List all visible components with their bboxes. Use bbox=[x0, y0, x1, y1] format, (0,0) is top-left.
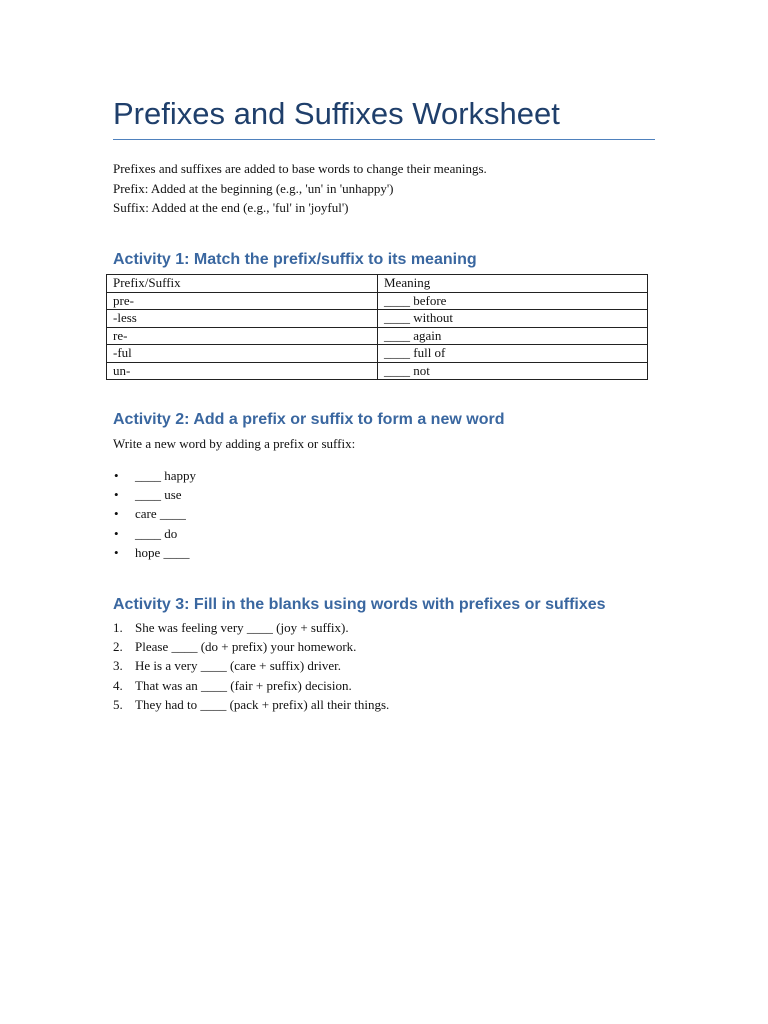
list-item-text: They had to ____ (pack + prefix) all their things. bbox=[135, 696, 390, 712]
table-row bbox=[107, 292, 648, 310]
list-item-text: hope ____ bbox=[135, 544, 190, 560]
table-cell-meaning: ____ before bbox=[378, 292, 648, 310]
item-number: 2. bbox=[113, 639, 123, 655]
table-header-row bbox=[107, 275, 648, 293]
list-item-text: ____ do bbox=[135, 525, 178, 541]
title-divider bbox=[113, 139, 655, 140]
list-item-text: That was an ____ (fair + prefix) decision. bbox=[135, 677, 352, 693]
activity2-instruction: Write a new word by adding a prefix or suffix: bbox=[113, 436, 356, 451]
list-item-text: He is a very ____ (care + suffix) driver. bbox=[135, 658, 341, 674]
list-item bbox=[113, 524, 196, 543]
table-cell-affix: un- bbox=[107, 362, 378, 380]
list-item bbox=[113, 656, 389, 675]
list-item bbox=[113, 466, 196, 485]
item-number: 5. bbox=[113, 696, 123, 712]
activity1-heading: Activity 1: Match the prefix/suffix to its meaning bbox=[113, 251, 477, 268]
bullet-icon: • bbox=[114, 468, 119, 483]
table-row bbox=[107, 327, 648, 345]
table-row bbox=[107, 310, 648, 328]
activity3-list bbox=[113, 618, 389, 714]
list-item bbox=[113, 543, 196, 562]
table-cell-affix: pre- bbox=[107, 292, 378, 310]
column-header-meaning: Meaning bbox=[378, 275, 648, 293]
intro-line: Suffix: Added at the end (e.g., 'ful' in 'joyful') bbox=[113, 200, 349, 215]
table-cell-affix: re- bbox=[107, 327, 378, 345]
table-cell-affix: -less bbox=[107, 310, 378, 328]
activity2-list bbox=[113, 466, 196, 562]
intro-section bbox=[113, 159, 487, 218]
table-cell-affix: -ful bbox=[107, 345, 378, 363]
table-row bbox=[107, 345, 648, 363]
activity2-heading: Activity 2: Add a prefix or suffix to form a new word bbox=[113, 411, 505, 428]
match-table bbox=[106, 274, 648, 380]
item-number: 3. bbox=[113, 658, 123, 674]
activity3-heading: Activity 3: Fill in the blanks using words with prefixes or suffixes bbox=[113, 596, 606, 613]
list-item-text: care ____ bbox=[135, 506, 186, 522]
table-cell-meaning: ____ full of bbox=[378, 345, 648, 363]
bullet-icon: • bbox=[114, 544, 119, 560]
intro-line: Prefixes and suffixes are added to base words to change their meanings. bbox=[113, 161, 487, 176]
list-item-text: She was feeling very ____ (joy + suffix). bbox=[135, 620, 349, 635]
table-cell-meaning: ____ not bbox=[378, 362, 648, 380]
list-item-text: Please ____ (do + prefix) your homework. bbox=[135, 639, 357, 655]
column-header-prefix-suffix: Prefix/Suffix bbox=[107, 275, 378, 293]
bullet-icon: • bbox=[114, 487, 119, 503]
page-title: Prefixes and Suffixes Worksheet bbox=[113, 96, 560, 131]
list-item bbox=[113, 504, 196, 523]
list-item bbox=[113, 695, 389, 714]
list-item bbox=[113, 618, 389, 637]
list-item-text: ____ happy bbox=[135, 468, 197, 483]
table-cell-meaning: ____ again bbox=[378, 327, 648, 345]
list-item bbox=[113, 676, 389, 695]
table-cell-meaning: ____ without bbox=[378, 310, 648, 328]
item-number: 1. bbox=[113, 620, 123, 635]
list-item-text: ____ use bbox=[135, 487, 182, 503]
list-item bbox=[113, 637, 389, 656]
intro-line: Prefix: Added at the beginning (e.g., 'un' in 'unhappy') bbox=[113, 180, 394, 196]
table-row bbox=[107, 362, 648, 380]
bullet-icon: • bbox=[114, 525, 119, 541]
bullet-icon: • bbox=[114, 506, 119, 522]
list-item bbox=[113, 485, 196, 504]
item-number: 4. bbox=[113, 677, 123, 693]
